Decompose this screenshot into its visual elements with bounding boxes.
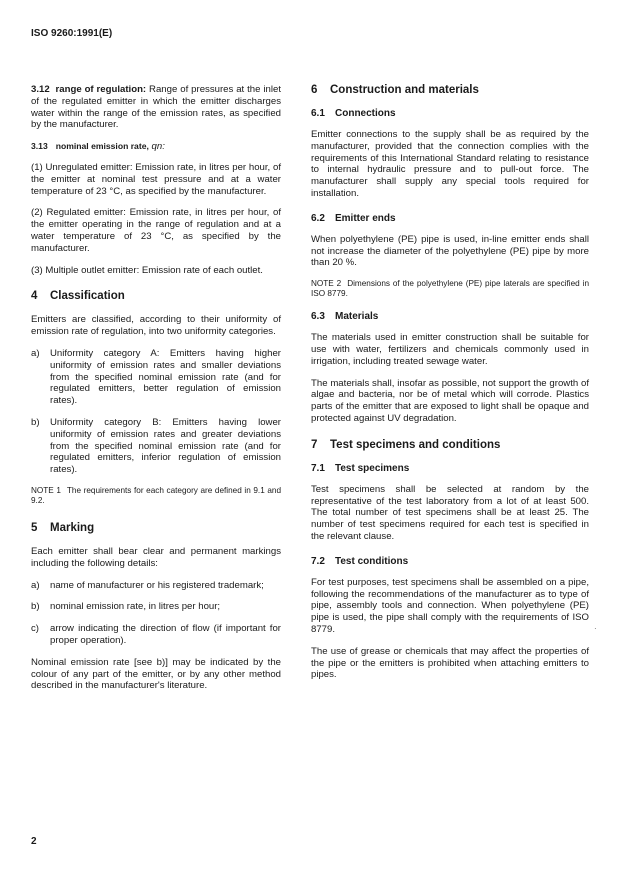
connections-text: Emitter connections to the supply shall be as required by the manufacturer, provided that the connection complies with the requirements of this International Standard relating to resistance to internal hydraulic pressure and to pull-out force. The manufacturer shall supply any special tools required for installation.: [311, 129, 589, 199]
standard-id-header: ISO 9260:1991(E): [31, 28, 113, 39]
note-label: NOTE 2: [311, 279, 342, 289]
clause-number: 6.3: [311, 311, 325, 323]
section-number: 6: [311, 84, 318, 96]
list-text: nominal emission rate, in litres per hour;: [50, 601, 221, 613]
list-marker: a): [31, 579, 40, 591]
list-text: name of manufacturer or his registered trademark;: [50, 579, 264, 591]
clause-3-13-heading: [31, 141, 281, 153]
page-number: 2: [31, 836, 37, 847]
list-item: [31, 417, 281, 476]
clause-3-12: [31, 84, 281, 131]
clause-title: Connections: [335, 108, 396, 119]
clause-6-2-heading: [311, 213, 589, 224]
term: nominal emission rate,: [55, 141, 149, 152]
list-item: [31, 348, 281, 407]
clause-6-3-heading: [311, 311, 589, 322]
clause-number: 6.2: [311, 212, 325, 224]
definition-item-1: (1) Unregulated emitter: Emission rate, in litres per hour, of the emitter at nominal test pressure and at a water temperature of 23 °C, as specified by the manufacturer.: [31, 161, 281, 197]
marking-closing: Nominal emission rate [see b)] may be indicated by the colour of any part of the emitter, or by any other method described in the manufacturer's literature.: [31, 656, 281, 692]
term: range of regulation:: [55, 84, 147, 95]
section-title: Classification: [50, 290, 125, 303]
clause-7-2-heading: [311, 556, 589, 567]
list-item: [31, 623, 281, 647]
symbol: qn:: [151, 141, 165, 153]
section-number: 5: [31, 521, 38, 534]
scan-mark: ·: [594, 624, 597, 633]
marking-intro: Each emitter shall bear clear and permanent markings including the following details:: [31, 545, 281, 569]
section-5-heading: [31, 522, 281, 534]
list-marker: b): [31, 601, 40, 613]
definition-item-3: (3) Multiple outlet emitter: Emission rate of each outlet.: [31, 264, 263, 276]
list-marker: b): [31, 416, 40, 428]
list-text: arrow indicating the direction of flow (if important for proper operation).: [50, 623, 281, 646]
clause-title: Test conditions: [335, 555, 409, 567]
section-number: 4: [31, 290, 38, 303]
section-4-heading: [31, 290, 281, 302]
clause-number: 3.12: [31, 84, 50, 95]
section-title: Test specimens and conditions: [330, 438, 501, 451]
list-item: [31, 580, 281, 592]
list-item: [31, 601, 281, 613]
list-text: Uniformity category A: Emitters having higher uniformity of emission rates and smaller deviations from the specified nominal emission rate (and for regulated emitters, better regulation of emission rates).: [50, 347, 281, 407]
clause-title: Test specimens: [335, 462, 410, 474]
section-7-heading: [311, 439, 589, 451]
clause-6-1-heading: [311, 108, 589, 119]
clause-number: 7.2: [311, 555, 325, 567]
section-title: Construction and materials: [330, 84, 479, 96]
list-marker: c): [31, 623, 39, 635]
note-label: NOTE 1: [31, 485, 61, 495]
note-1: [31, 486, 281, 506]
clause-number: 6.1: [311, 108, 325, 119]
materials-paragraph-2: The materials shall, insofar as possible, not support the growth of algae and bacteria, nor be of metal which will corrode. Plastics parts of the emitter that are exposed to light shall be opaque and protected against UV degradation.: [311, 377, 589, 424]
clause-title: Materials: [335, 311, 379, 323]
section-6-heading: [311, 84, 589, 96]
definition-text: Range of pressures at the inlet of the regulated emitter in which the emitter discharges water within the range of the emission rates, as specified by the manufacturer.: [31, 84, 281, 131]
section-number: 7: [311, 438, 318, 451]
list-text: Uniformity category B: Emitters having lower uniformity of emission rates and greater deviations from the specified nominal emission rate (and for regulated emitters, inferior regulation of emission rates).: [50, 416, 281, 476]
classification-intro: Emitters are classified, according to their uniformity of emission rate of regulation, into two uniformity categories.: [31, 314, 281, 338]
clause-number: 3.13: [31, 141, 48, 152]
note-text: The requirements for each category are defined in 9.1 and 9.2.: [31, 485, 282, 505]
test-conditions-paragraph-1: For test purposes, test specimens shall be assembled on a pipe, following the recommendations of the manufacturer as to type of pipe, assembly tools and connection. When polyethylene (PE) pipe is used, the pipe shall comply with the requirements of ISO 8779.: [311, 576, 589, 635]
note-text: Dimensions of the polyethylene (PE) pipe laterals are specified in ISO 8779.: [311, 279, 589, 299]
emitter-ends-text: When polyethylene (PE) pipe is used, in-line emitter ends shall not increase the diameter of the polyethylene (PE) pipe by more than 20 %.: [311, 233, 589, 269]
test-conditions-paragraph-2: The use of grease or chemicals that may affect the properties of the pipe or the emitters is prohibited when attaching emitters to pipes.: [311, 645, 589, 681]
definition-item-2: (2) Regulated emitter: Emission rate, in litres per hour, of the emitter operating in the range of regulation and at a water temperature of 23 °C, as specified by the manufacturer.: [31, 207, 281, 254]
clause-number: 7.1: [311, 462, 325, 474]
note-2: [311, 279, 589, 299]
test-specimens-text: Test specimens shall be selected at random by the representative of the test laboratory from a lot of at least 500. The total number of test specimens shall be at least 25. The number of test specimens required for each test is specified in the relevant clause.: [311, 483, 589, 542]
clause-title: Emitter ends: [335, 212, 396, 224]
right-column: [311, 84, 589, 691]
section-title: Marking: [50, 521, 95, 534]
list-marker: a): [31, 347, 40, 359]
left-column: [31, 84, 281, 702]
materials-paragraph-1: The materials used in emitter construction shall be suitable for use with water, fertilizers and chemicals commonly used in irrigation, including treated sewage water.: [311, 332, 589, 367]
clause-7-1-heading: [311, 463, 589, 474]
